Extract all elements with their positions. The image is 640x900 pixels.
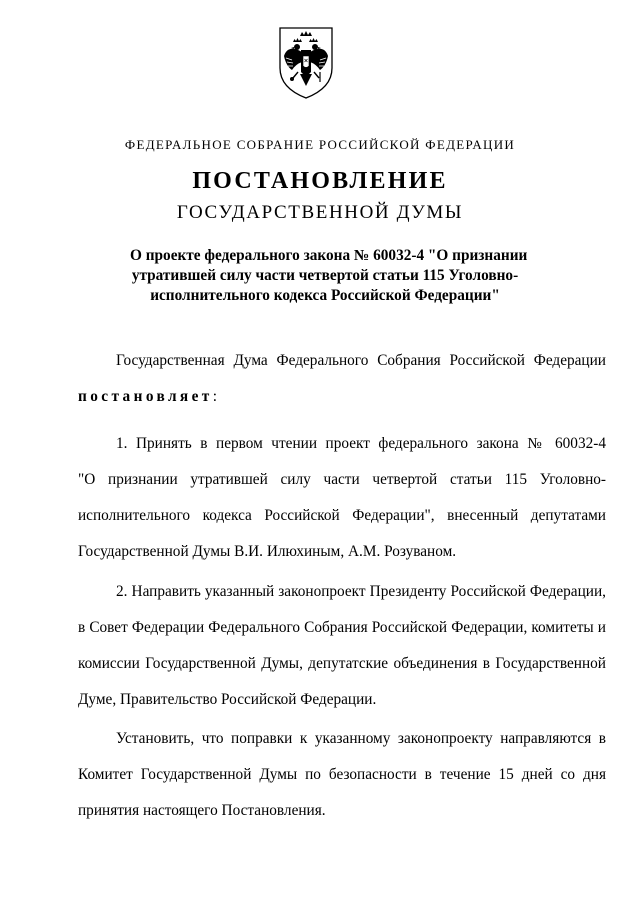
- item-3-line: принятия настоящего Постановления.: [78, 802, 326, 819]
- preamble-paragraph: [78, 343, 606, 415]
- subject-line: О проекте федерального закона № 60032-4 "О признании: [130, 247, 528, 264]
- decides-line: [78, 379, 606, 415]
- subject-line: утратившей силу части четвертой статьи 115 Уголовно-: [131, 267, 519, 284]
- item-1-line: "О признании утратившей силу части четвертой статьи 115 Уголовно-: [78, 471, 606, 488]
- item-2-line: 2. Направить указанный законопроект Президенту Российской Федерации,: [116, 583, 606, 600]
- decides-word: постановляет: [78, 388, 213, 405]
- double-headed-eagle-icon: [276, 22, 336, 102]
- organization-name: ФЕДЕРАЛЬНОЕ СОБРАНИЕ РОССИЙСКОЙ ФЕДЕРАЦИИ: [124, 137, 516, 152]
- document-subject: [130, 246, 528, 306]
- issuer-name: ГОСУДАРСТВЕННОЙ ДУМЫ: [176, 202, 464, 223]
- item-2-line: комиссии Государственной Думы, депутатские объединения в Государственной: [78, 655, 606, 672]
- decides-colon: :: [212, 388, 217, 405]
- subject-line: исполнительного кодекса Российской Федерации": [150, 287, 500, 304]
- document-type: ПОСТАНОВЛЕНИЕ: [192, 168, 448, 194]
- item-2-line: в Совет Федерации Федерального Собрания Российской Федерации, комитеты и: [78, 619, 606, 636]
- item-1-line: 1. Принять в первом чтении проект федерального закона № 60032-4: [116, 435, 606, 452]
- item-2-line: Думе, Правительство Российской Федерации.: [78, 691, 377, 708]
- item-2-paragraph: [78, 574, 606, 718]
- item-1-line: исполнительного кодекса Российской Федерации", внесенный депутатами: [78, 507, 606, 524]
- item-3-line: Установить, что поправки к указанному законопроекту направляются в: [116, 730, 606, 747]
- item-3-line: Комитет Государственной Думы по безопасности в течение 15 дней со дня: [78, 766, 606, 783]
- preamble-text: Государственная Дума Федерального Собрания Российской Федерации: [116, 352, 606, 369]
- item-1-line: Государственной Думы В.И. Илюхиным, А.М. Розуваном.: [78, 543, 457, 560]
- item-3-paragraph: [78, 721, 606, 829]
- item-1-paragraph: [78, 426, 606, 570]
